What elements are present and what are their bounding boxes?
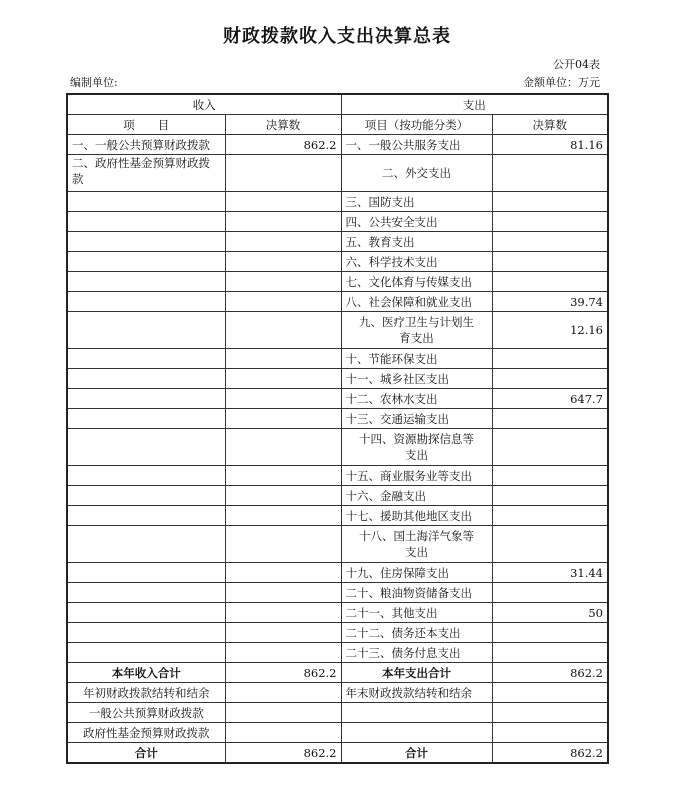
expense-label: 十八、国土海洋气象等支出 bbox=[341, 526, 492, 563]
begin-general-label: 一般公共预算财政拨款 bbox=[67, 703, 225, 723]
expense-value bbox=[492, 486, 608, 506]
income-label-empty bbox=[67, 312, 225, 349]
table-row bbox=[67, 703, 608, 723]
grand-total-expense-label: 合计 bbox=[341, 743, 492, 764]
begin-balance-label: 年初财政拨款结转和结余 bbox=[67, 683, 225, 703]
income-label-empty bbox=[67, 526, 225, 563]
income-value-empty bbox=[225, 603, 341, 623]
table-row bbox=[67, 506, 608, 526]
income-value-empty bbox=[225, 292, 341, 312]
income-label-empty bbox=[67, 212, 225, 232]
expense-value bbox=[492, 643, 608, 663]
expense-value bbox=[492, 155, 608, 192]
expense-value bbox=[492, 232, 608, 252]
table-row bbox=[67, 232, 608, 252]
expense-value bbox=[492, 192, 608, 212]
income-value-empty bbox=[225, 212, 341, 232]
expense-label: 二十三、债务付息支出 bbox=[341, 643, 492, 663]
income-value-empty bbox=[225, 466, 341, 486]
expense-value bbox=[492, 272, 608, 292]
expense-value: 12.16 bbox=[492, 312, 608, 349]
expense-value bbox=[492, 623, 608, 643]
table-row bbox=[67, 466, 608, 486]
income-value-empty bbox=[225, 623, 341, 643]
income-value: 862.2 bbox=[225, 135, 341, 155]
table-row bbox=[67, 212, 608, 232]
income-label-empty bbox=[67, 583, 225, 603]
expense-value bbox=[492, 212, 608, 232]
expense-label: 十七、援助其他地区支出 bbox=[341, 506, 492, 526]
income-label-empty bbox=[67, 272, 225, 292]
income-label-empty bbox=[67, 349, 225, 369]
income-value-empty bbox=[225, 312, 341, 349]
table-row bbox=[67, 155, 608, 192]
year-expense-total-value: 862.2 bbox=[492, 663, 608, 683]
expense-label: 一、一般公共服务支出 bbox=[341, 135, 492, 155]
income-value-empty bbox=[225, 272, 341, 292]
grand-total-income-label: 合计 bbox=[67, 743, 225, 764]
income-value-empty bbox=[225, 369, 341, 389]
expense-label: 二十一、其他支出 bbox=[341, 603, 492, 623]
table-row bbox=[67, 135, 608, 155]
income-header: 收入 bbox=[67, 94, 341, 115]
expense-value: 31.44 bbox=[492, 563, 608, 583]
expense-amount-header: 决算数 bbox=[492, 115, 608, 135]
income-label: 二、政府性基金预算财政拨款 bbox=[67, 155, 225, 192]
end-balance-label: 年末财政拨款结转和结余 bbox=[341, 683, 492, 703]
expense-value bbox=[492, 429, 608, 466]
income-label-empty bbox=[67, 563, 225, 583]
expense-item-header: 项目（按功能分类） bbox=[341, 115, 492, 135]
begin-fund-value bbox=[225, 723, 341, 743]
income-value-empty bbox=[225, 563, 341, 583]
income-item-header: 项 目 bbox=[67, 115, 225, 135]
table-row bbox=[67, 272, 608, 292]
expense-label: 十一、城乡社区支出 bbox=[341, 369, 492, 389]
income-label-empty bbox=[67, 486, 225, 506]
end-balance-value bbox=[492, 683, 608, 703]
compiler-label: 编制单位: bbox=[70, 76, 118, 89]
expense-value bbox=[492, 252, 608, 272]
income-label-empty bbox=[67, 232, 225, 252]
unit-label: 金额单位：万元 bbox=[523, 76, 600, 89]
income-value-empty bbox=[225, 429, 341, 466]
income-label-empty bbox=[67, 369, 225, 389]
expense-value bbox=[492, 369, 608, 389]
expense-value: 647.7 bbox=[492, 389, 608, 409]
expense-label: 七、文化体育与传媒支出 bbox=[341, 272, 492, 292]
table-row bbox=[67, 292, 608, 312]
table-row bbox=[67, 369, 608, 389]
table-row bbox=[67, 623, 608, 643]
table-row bbox=[67, 192, 608, 212]
table-row bbox=[67, 563, 608, 583]
expense-label: 二十二、债务还本支出 bbox=[341, 623, 492, 643]
income-value-empty bbox=[225, 192, 341, 212]
expense-label: 十九、住房保障支出 bbox=[341, 563, 492, 583]
income-value-empty bbox=[225, 643, 341, 663]
income-label-empty bbox=[67, 466, 225, 486]
table-row bbox=[67, 526, 608, 563]
income-label-empty bbox=[67, 643, 225, 663]
income-value-empty bbox=[225, 506, 341, 526]
table-row bbox=[67, 603, 608, 623]
budget-table bbox=[66, 93, 609, 764]
income-label-empty bbox=[67, 389, 225, 409]
income-value-empty bbox=[225, 526, 341, 563]
income-label-empty bbox=[67, 603, 225, 623]
income-amount-header: 决算数 bbox=[225, 115, 341, 135]
income-label-empty bbox=[67, 192, 225, 212]
expense-label: 四、公共安全支出 bbox=[341, 212, 492, 232]
year-income-total-label: 本年收入合计 bbox=[67, 663, 225, 683]
income-label-empty bbox=[67, 292, 225, 312]
table-row bbox=[67, 663, 608, 683]
expense-value bbox=[492, 409, 608, 429]
expense-label: 十二、农林水支出 bbox=[341, 389, 492, 409]
expense-header: 支出 bbox=[341, 94, 608, 115]
income-value-empty bbox=[225, 252, 341, 272]
expense-label: 二、外交支出 bbox=[341, 155, 492, 192]
expense-label: 三、国防支出 bbox=[341, 192, 492, 212]
empty-cell bbox=[341, 703, 492, 723]
expense-label: 九、医疗卫生与计划生育支出 bbox=[341, 312, 492, 349]
table-row bbox=[67, 389, 608, 409]
report-title: 财政拨款收入支出决算总表 bbox=[223, 26, 451, 47]
income-label-empty bbox=[67, 506, 225, 526]
expense-value: 39.74 bbox=[492, 292, 608, 312]
expense-value: 50 bbox=[492, 603, 608, 623]
table-row bbox=[67, 486, 608, 506]
expense-value bbox=[492, 349, 608, 369]
table-row bbox=[67, 409, 608, 429]
table-row bbox=[67, 429, 608, 466]
table-row bbox=[67, 349, 608, 369]
income-label-empty bbox=[67, 409, 225, 429]
income-value-empty bbox=[225, 349, 341, 369]
expense-label: 十六、金融支出 bbox=[341, 486, 492, 506]
expense-label: 五、教育支出 bbox=[341, 232, 492, 252]
expense-label: 十三、交通运输支出 bbox=[341, 409, 492, 429]
grand-total-income-value: 862.2 bbox=[225, 743, 341, 764]
income-label: 一、一般公共预算财政拨款 bbox=[67, 135, 225, 155]
header-row-group bbox=[67, 94, 608, 115]
income-label-empty bbox=[67, 252, 225, 272]
empty-cell bbox=[492, 703, 608, 723]
begin-fund-label: 政府性基金预算财政拨款 bbox=[67, 723, 225, 743]
year-income-total-value: 862.2 bbox=[225, 663, 341, 683]
header-row-columns bbox=[67, 115, 608, 135]
income-value-empty bbox=[225, 389, 341, 409]
expense-value bbox=[492, 466, 608, 486]
income-label-empty bbox=[67, 623, 225, 643]
expense-value bbox=[492, 583, 608, 603]
expense-label: 十、节能环保支出 bbox=[341, 349, 492, 369]
begin-balance-value bbox=[225, 683, 341, 703]
expense-value bbox=[492, 506, 608, 526]
income-value-empty bbox=[225, 583, 341, 603]
table-row bbox=[67, 583, 608, 603]
expense-label: 六、科学技术支出 bbox=[341, 252, 492, 272]
table-row bbox=[67, 312, 608, 349]
year-expense-total-label: 本年支出合计 bbox=[341, 663, 492, 683]
begin-general-value bbox=[225, 703, 341, 723]
expense-label: 十五、商业服务业等支出 bbox=[341, 466, 492, 486]
income-value-empty bbox=[225, 409, 341, 429]
form-number: 公开04表 bbox=[553, 58, 600, 71]
income-value-empty bbox=[225, 486, 341, 506]
grand-total-expense-value: 862.2 bbox=[492, 743, 608, 764]
income-value bbox=[225, 155, 341, 192]
table-row bbox=[67, 683, 608, 703]
table-row bbox=[67, 643, 608, 663]
table-row bbox=[67, 743, 608, 764]
expense-label: 八、社会保障和就业支出 bbox=[341, 292, 492, 312]
table-row bbox=[67, 252, 608, 272]
income-value-empty bbox=[225, 232, 341, 252]
empty-cell bbox=[492, 723, 608, 743]
empty-cell bbox=[341, 723, 492, 743]
expense-label: 二十、粮油物资储备支出 bbox=[341, 583, 492, 603]
expense-value bbox=[492, 526, 608, 563]
income-label-empty bbox=[67, 429, 225, 466]
table-row bbox=[67, 723, 608, 743]
expense-label: 十四、资源勘探信息等支出 bbox=[341, 429, 492, 466]
expense-value: 81.16 bbox=[492, 135, 608, 155]
